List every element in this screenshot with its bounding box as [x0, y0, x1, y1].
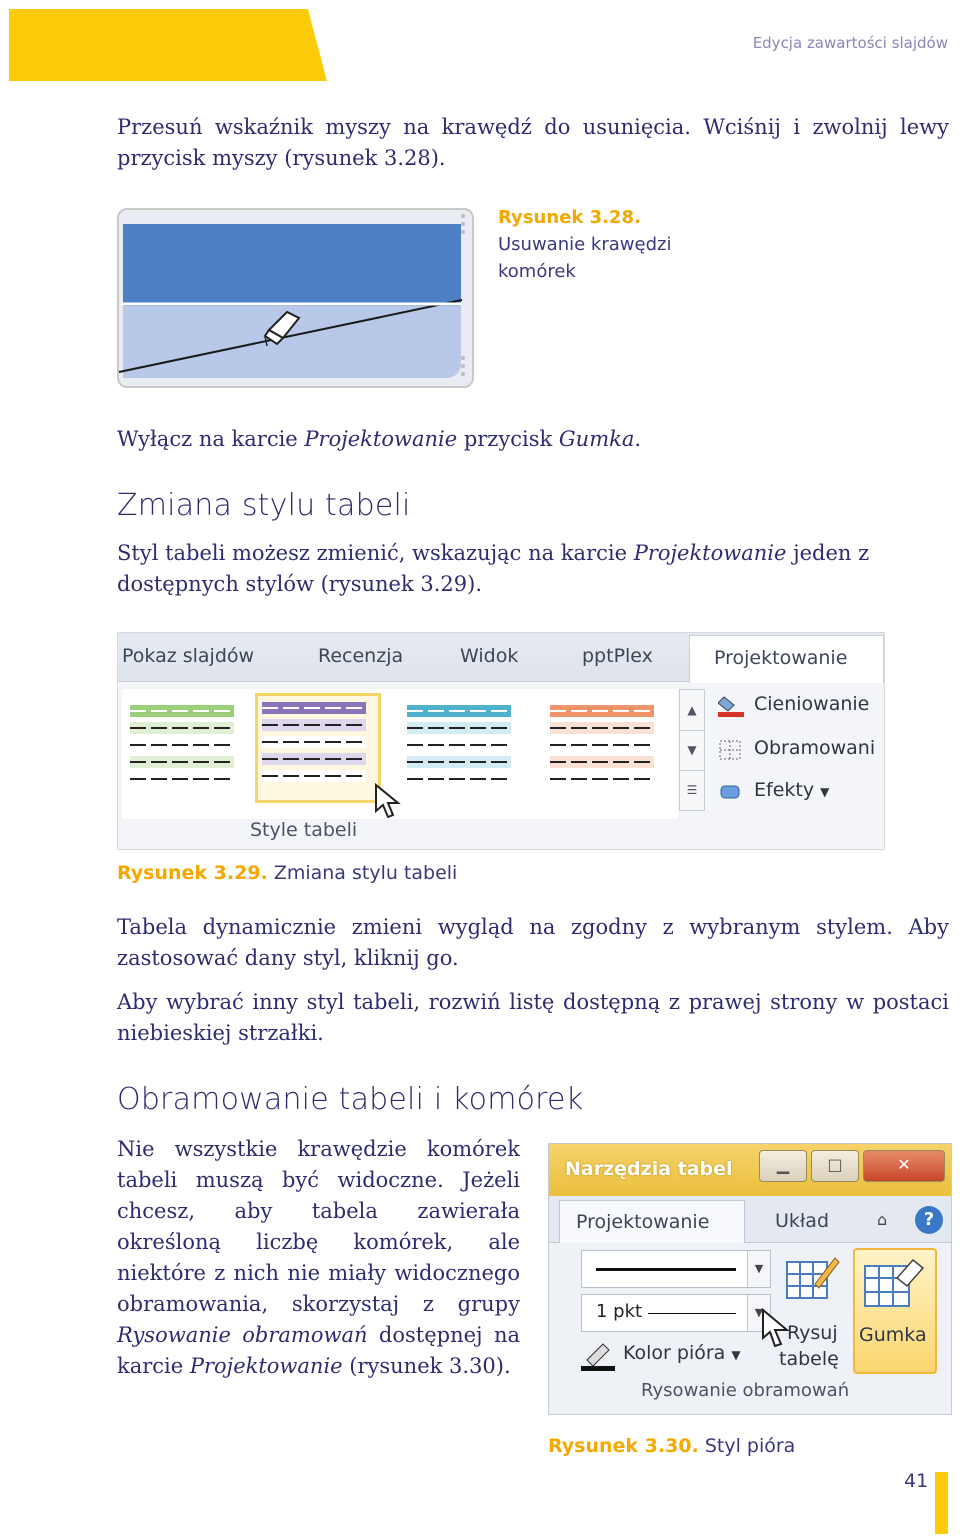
figure-3-30-caption — [548, 1435, 795, 1457]
swatch-cell-line — [550, 778, 566, 780]
caption-text: Styl pióra — [704, 1435, 796, 1457]
paragraph-6 — [117, 1134, 520, 1382]
pen-color-text: Kolor pióra — [623, 1342, 726, 1364]
text-span: Styl tabeli możesz zmienić, wskazując na karcie — [117, 541, 634, 565]
swatch-cell-line — [262, 775, 278, 777]
swatch-cell-line — [449, 778, 465, 780]
draw-table-button[interactable] — [777, 1248, 843, 1378]
swatch-cell-line — [283, 775, 299, 777]
group-label-rysowanie-obramowan: Rysowanie obramowań — [641, 1380, 850, 1401]
italic-term: Projektowanie — [633, 541, 787, 565]
swatch-row — [407, 722, 511, 734]
swatch-cell-line — [449, 744, 465, 746]
swatch-row — [262, 753, 366, 765]
draw-table-label: tabelę — [779, 1348, 839, 1370]
swatch-cell-line — [550, 744, 566, 746]
swatch-row — [262, 702, 366, 714]
swatch-cell-line — [214, 778, 230, 780]
swatch-cell-line — [262, 741, 278, 743]
header-banner — [9, 9, 327, 81]
contextual-title: Narzędzia tabel — [565, 1158, 733, 1180]
swatch-row — [130, 739, 234, 751]
swatch-row — [262, 770, 366, 782]
swatch-cell-line — [325, 775, 341, 777]
pen-color-label — [623, 1342, 741, 1364]
swatch-cell-line — [346, 775, 362, 777]
swatch-cell-line — [304, 741, 320, 743]
table-style-swatch[interactable] — [403, 699, 515, 795]
swatch-cell-line — [550, 710, 566, 712]
swatch-cell-line — [470, 710, 486, 712]
tab-recenzja[interactable]: Recenzja — [318, 645, 404, 667]
eraser-button[interactable] — [853, 1248, 937, 1374]
figure-3-30 — [548, 1143, 952, 1415]
swatch-cell-line — [407, 778, 423, 780]
draw-table-icon — [785, 1254, 841, 1302]
group-label-style-tabeli: Style tabeli — [250, 819, 358, 841]
swatch-cell-line — [449, 710, 465, 712]
swatch-row — [407, 756, 511, 768]
italic-term: Gumka — [558, 427, 635, 451]
swatch-cell-line — [151, 778, 167, 780]
swatch-cell-line — [550, 727, 566, 729]
italic-term: Rysowanie obramowań — [117, 1323, 368, 1347]
swatch-cell-line — [214, 761, 230, 763]
swatch-row — [130, 756, 234, 768]
text-span: (rysunek 3.30). — [342, 1354, 511, 1378]
swatch-cell-line — [193, 727, 209, 729]
swatch-cell-line — [571, 761, 587, 763]
swatch-cell-line — [283, 758, 299, 760]
swatch-cell-line — [571, 710, 587, 712]
swatch-cell-line — [130, 761, 146, 763]
swatch-cell-line — [304, 758, 320, 760]
borders-icon — [718, 739, 744, 761]
swatch-cell-line — [470, 727, 486, 729]
swatch-cell-line — [172, 744, 188, 746]
close-icon[interactable]: ✕ — [863, 1150, 945, 1182]
swatch-row — [550, 739, 654, 751]
gallery-scrollbar[interactable] — [679, 689, 705, 811]
collapse-ribbon-icon[interactable]: ⌂ — [877, 1210, 888, 1229]
swatch-cell-line — [592, 761, 608, 763]
text-span: dostępnej na karcie — [117, 1323, 520, 1378]
swatch-cell-line — [346, 741, 362, 743]
swatch-cell-line — [325, 758, 341, 760]
swatch-cell-line — [491, 744, 507, 746]
paragraph-3 — [117, 538, 949, 600]
swatch-row — [550, 722, 654, 734]
swatch-cell-line — [214, 744, 230, 746]
swatch-cell-line — [151, 727, 167, 729]
swatch-cell-line — [172, 761, 188, 763]
table-style-swatch[interactable] — [255, 693, 381, 803]
swatch-cell-line — [325, 724, 341, 726]
caption-line: Usuwanie krawędzi — [498, 234, 672, 255]
figure-3-28-caption — [498, 204, 698, 285]
swatch-cell-line — [304, 707, 320, 709]
swatch-cell-line — [130, 778, 146, 780]
expand-gallery-icon[interactable]: ☰ — [686, 783, 698, 797]
ribbon-tab-bar — [118, 633, 884, 682]
pen-color-icon — [581, 1342, 617, 1372]
swatch-cell-line — [428, 744, 444, 746]
swatch-cell-line — [491, 710, 507, 712]
ribbon-tab-bar — [549, 1196, 951, 1243]
swatch-row — [130, 773, 234, 785]
swatch-cell-line — [550, 761, 566, 763]
tab-uklad[interactable]: Układ — [775, 1210, 830, 1232]
swatch-cell-line — [130, 727, 146, 729]
swatch-cell-line — [193, 744, 209, 746]
italic-term: Projektowanie — [189, 1354, 343, 1378]
paragraph-4: Tabela dynamicznie zmieni wygląd na zgodny z wybranym stylem. Aby zastosować dany styl, kliknij go. — [117, 915, 949, 970]
tab-projektowanie[interactable] — [559, 1200, 745, 1243]
minimize-icon[interactable]: ▁ — [759, 1150, 807, 1182]
swatch-cell-line — [449, 761, 465, 763]
chevron-down-icon[interactable]: ▼ — [747, 1295, 770, 1331]
resize-dots — [461, 214, 465, 376]
caption-text: Zmiana stylu tabeli — [273, 862, 458, 884]
swatch-cell-line — [304, 724, 320, 726]
swatch-row — [407, 773, 511, 785]
swatch-cell-line — [407, 744, 423, 746]
swatch-cell-line — [214, 727, 230, 729]
swatch-cell-line — [346, 758, 362, 760]
swatch-cell-line — [428, 761, 444, 763]
text-span: Wyłącz na karcie — [117, 427, 305, 451]
swatch-cell-line — [592, 744, 608, 746]
caption-line: komórek — [498, 261, 576, 282]
tab-projektowanie[interactable] — [689, 635, 884, 683]
chevron-down-icon[interactable]: ▼ — [747, 1251, 770, 1287]
text-span: jeden z dostępnych stylów (rysunek 3.29). — [117, 541, 870, 596]
swatch-cell-line — [172, 710, 188, 712]
swatch-row — [407, 705, 511, 717]
help-icon[interactable]: ? — [915, 1206, 943, 1234]
swatch-row — [130, 705, 234, 717]
swatch-cell-line — [172, 727, 188, 729]
swatch-cell-line — [262, 707, 278, 709]
swatch-cell-line — [592, 778, 608, 780]
section-heading: Zmiana stylu tabeli — [117, 488, 411, 523]
tab-pptplex[interactable]: pptPlex — [582, 645, 653, 667]
swatch-cell-line — [283, 741, 299, 743]
italic-term: Projektowanie — [304, 427, 458, 451]
swatch-cell-line — [491, 727, 507, 729]
page-edge-marker — [935, 1472, 948, 1534]
swatch-cell-line — [470, 744, 486, 746]
swatch-cell-line — [491, 778, 507, 780]
swatch-cell-line — [470, 761, 486, 763]
swatch-cell-line — [283, 724, 299, 726]
eraser-stroke — [117, 208, 472, 386]
swatch-cell-line — [634, 744, 650, 746]
eraser-table-icon — [863, 1256, 925, 1310]
swatch-cell-line — [449, 727, 465, 729]
command-text: Efekty — [754, 779, 815, 801]
swatch-cell-line — [304, 775, 320, 777]
swatch-row — [550, 773, 654, 785]
swatch-cell-line — [470, 778, 486, 780]
draw-table-label: Rysuj — [787, 1322, 838, 1344]
chevron-down-icon: ▼ — [731, 1348, 741, 1362]
paint-bucket-icon — [718, 695, 744, 717]
swatch-cell-line — [283, 707, 299, 709]
swatch-cell-line — [613, 710, 629, 712]
figure-3-29-caption — [117, 862, 457, 884]
figure-3-28 — [117, 208, 472, 386]
swatch-cell-line — [613, 727, 629, 729]
paragraph-2 — [117, 424, 949, 455]
swatch-cell-line — [130, 710, 146, 712]
swatch-cell-line — [613, 761, 629, 763]
table-style-swatch[interactable] — [546, 699, 658, 795]
swatch-cell-line — [193, 761, 209, 763]
swatch-cell-line — [407, 710, 423, 712]
swatch-cell-line — [172, 778, 188, 780]
swatch-cell-line — [571, 778, 587, 780]
effects-icon — [718, 781, 744, 803]
swatch-cell-line — [262, 758, 278, 760]
swatch-cell-line — [214, 710, 230, 712]
figure-number: Rysunek 3.30. — [548, 1435, 699, 1457]
scroll-up-icon[interactable]: ▲ — [680, 690, 704, 731]
table-style-swatch[interactable] — [126, 699, 238, 795]
swatch-cell-line — [613, 744, 629, 746]
tab-widok[interactable]: Widok — [460, 645, 519, 667]
maximize-icon[interactable]: □ — [811, 1150, 859, 1182]
pen-style-dropdown[interactable] — [581, 1250, 771, 1288]
swatch-cell-line — [571, 727, 587, 729]
swatch-row — [262, 719, 366, 731]
swatch-cell-line — [407, 727, 423, 729]
command-label — [754, 779, 829, 801]
paragraph-1: Przesuń wskaźnik myszy na krawędź do usunięcia. Wciśnij i zwolnij lewy przycisk myszy (rysunek 3.28). — [117, 115, 949, 170]
command-label: Cieniowanie — [754, 693, 870, 715]
page-number: 41 — [904, 1470, 929, 1492]
swatch-cell-line — [592, 710, 608, 712]
eraser-label: Gumka — [859, 1324, 927, 1346]
swatch-cell-line — [262, 724, 278, 726]
swatch-cell-line — [571, 744, 587, 746]
swatch-cell-line — [407, 761, 423, 763]
swatch-row — [407, 739, 511, 751]
swatch-cell-line — [193, 778, 209, 780]
swatch-cell-line — [151, 710, 167, 712]
swatch-cell-line — [325, 707, 341, 709]
swatch-cell-line — [634, 778, 650, 780]
swatch-cell-line — [634, 727, 650, 729]
tab-label: Projektowanie — [576, 1211, 710, 1233]
swatch-cell-line — [592, 727, 608, 729]
swatch-cell-line — [634, 761, 650, 763]
text-span: Nie wszystkie krawędzie komórek tabeli muszą być widoczne. Jeżeli chcesz, aby tabela zawierała określoną liczbę komórek, ale niektóre z nich nie miały widocznego obramowania, skorzystaj z grupy — [117, 1137, 520, 1316]
mouse-cursor-icon — [374, 783, 402, 823]
command-label: Obramowani — [754, 737, 876, 759]
pen-style-line — [596, 1268, 736, 1271]
swatch-cell-line — [193, 710, 209, 712]
swatch-cell-line — [613, 778, 629, 780]
swatch-cell-line — [346, 707, 362, 709]
scroll-down-icon[interactable]: ▼ — [680, 730, 704, 771]
chevron-down-icon: ▼ — [820, 785, 830, 799]
swatch-cell-line — [428, 727, 444, 729]
swatch-row — [550, 756, 654, 768]
running-title: Edycja zawartości slajdów — [752, 34, 948, 52]
section-heading: Obramowanie tabeli i komórek — [117, 1082, 584, 1117]
swatch-cell-line — [634, 710, 650, 712]
paragraph-5: Aby wybrać inny styl tabeli, rozwiń listę dostępną z prawej strony w postaci niebieskiej strzałki. — [117, 990, 949, 1045]
swatch-cell-line — [346, 724, 362, 726]
swatch-cell-line — [325, 741, 341, 743]
figure-3-29 — [117, 632, 885, 850]
tab-pokaz-slajdow[interactable]: Pokaz slajdów — [122, 645, 255, 667]
swatch-cell-line — [130, 744, 146, 746]
swatch-cell-line — [428, 710, 444, 712]
figure-number: Rysunek 3.28. — [498, 207, 641, 228]
pen-weight-value: 1 pkt — [596, 1301, 643, 1322]
swatch-cell-line — [151, 744, 167, 746]
tab-label: Projektowanie — [714, 647, 848, 669]
swatch-row — [550, 705, 654, 717]
pen-weight-dropdown[interactable] — [581, 1294, 771, 1332]
text-span: przycisk — [457, 427, 559, 451]
figure-number: Rysunek 3.29. — [117, 862, 268, 884]
swatch-cell-line — [428, 778, 444, 780]
pen-weight-line — [648, 1313, 736, 1314]
contextual-title-bar — [549, 1144, 951, 1196]
swatch-row — [130, 722, 234, 734]
swatch-cell-line — [491, 761, 507, 763]
swatch-cell-line — [151, 761, 167, 763]
text-span: . — [634, 427, 642, 451]
swatch-row — [262, 736, 366, 748]
